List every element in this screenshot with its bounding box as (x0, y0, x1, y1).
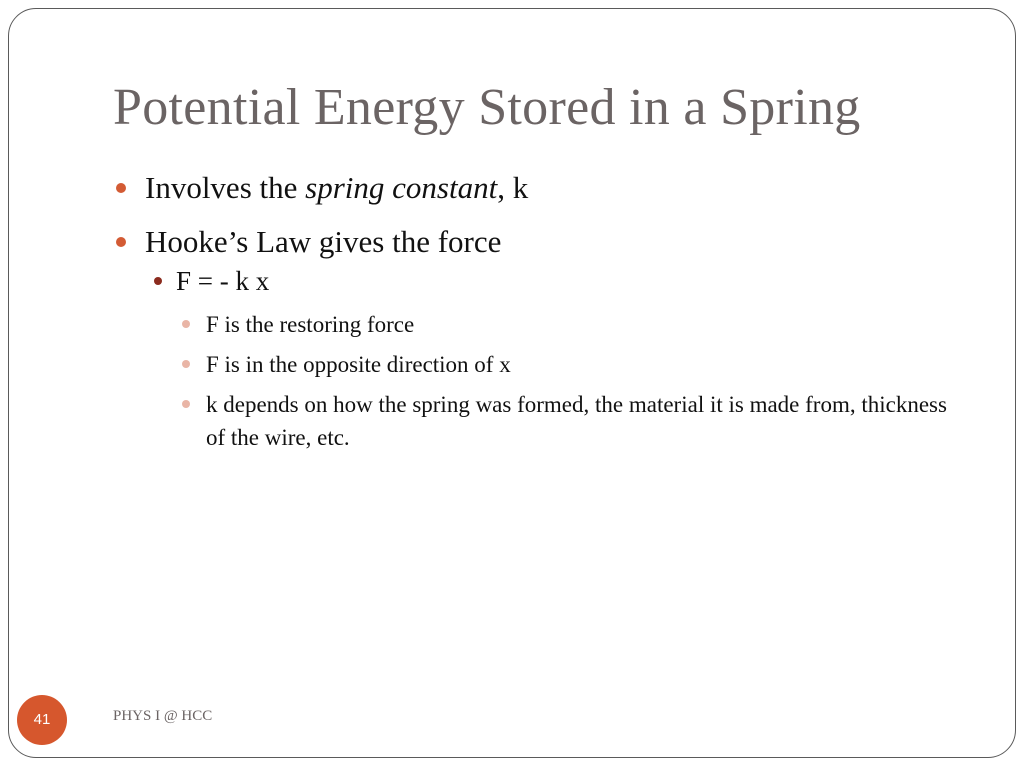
sub-sub-bullet-restoring: F is the restoring force (182, 308, 963, 341)
slide-content (113, 168, 963, 461)
slide-title: Potential Energy Stored in a Spring (113, 79, 861, 136)
slide-footer: PHYS I @ HCC (113, 708, 213, 724)
bullet-text-prefix: Involves the (145, 170, 306, 205)
sub-sub-bullet-depends: k depends on how the spring was formed, the material it is made from, thickness of the wire, etc. (182, 388, 963, 454)
sub-bullet-formula: F = - k x (154, 264, 963, 298)
bullet-text-suffix: , k (497, 170, 529, 205)
page-number-badge: 41 (17, 695, 67, 745)
sub-sub-bullet-direction: F is in the opposite direction of x (182, 348, 963, 381)
bullet-text-italic: spring constant (305, 170, 498, 205)
bullet-hookes-law: Hooke’s Law gives the force (113, 222, 963, 262)
bullet-spring-constant (113, 168, 963, 208)
